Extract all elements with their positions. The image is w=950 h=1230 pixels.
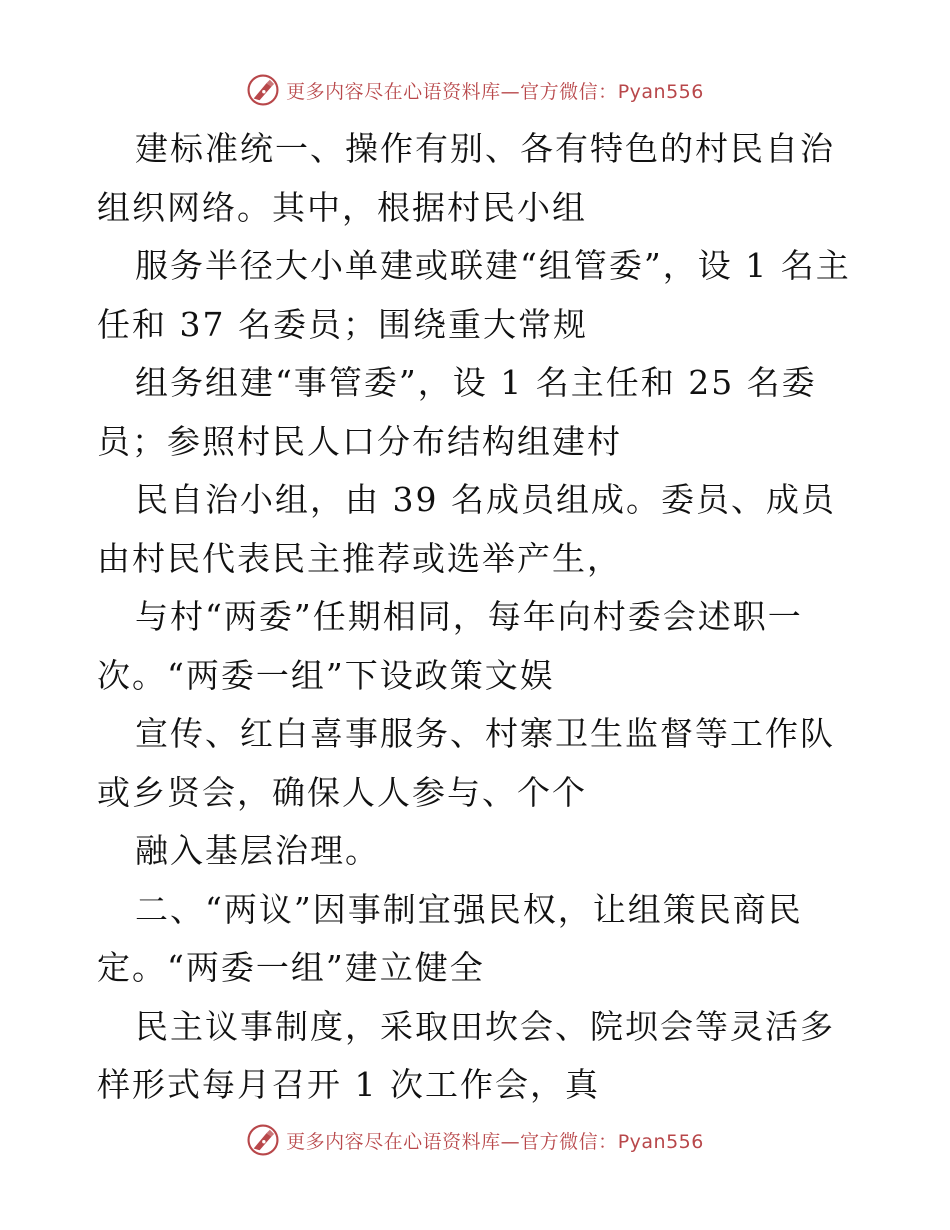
brand-text: 更多内容尽在心语资料库 xyxy=(286,1130,501,1153)
separator: — xyxy=(500,80,521,103)
wechat-id: Pyan556 xyxy=(617,1130,704,1153)
paragraph: 服务半径大小单建或联建“组管委”，设 1 名主任和 37 名委员；围绕重大常规 xyxy=(97,246,851,344)
separator: — xyxy=(500,1130,521,1153)
footer-banner-text xyxy=(286,1127,704,1154)
wechat-id: Pyan556 xyxy=(617,80,704,103)
pen-nib-logo-icon xyxy=(246,73,280,107)
footer-banner xyxy=(0,1120,950,1160)
paragraph: 与村“两委”任期相同，每年向村委会述职一次。“两委一组”下设政策文娱 xyxy=(97,597,803,695)
paragraph: 二、“两议”因事制宜强民权，让组策民商民定。“两委一组”建立健全 xyxy=(97,889,803,987)
paragraph: 建标准统一、操作有别、各有特色的村民自治组织网络。其中，根据村民小组 xyxy=(97,129,835,227)
brand-text: 更多内容尽在心语资料库 xyxy=(286,80,501,103)
wechat-label: 官方微信： xyxy=(520,1130,618,1153)
paragraph: 宣传、红白喜事服务、村寨卫生监督等工作队或乡贤会，确保人人参与、个个 xyxy=(97,714,835,812)
pen-nib-logo-icon xyxy=(246,1123,280,1157)
paragraph: 民主议事制度，采取田坎会、院坝会等灵活多样形式每月召开 1 次工作会，真 xyxy=(97,1006,835,1104)
header-banner xyxy=(0,70,950,110)
header-banner-text xyxy=(286,77,704,104)
paragraph: 组务组建“事管委”，设 1 名主任和 25 名委员；参照村民人口分布结构组建村 xyxy=(97,363,817,461)
document-body xyxy=(97,120,857,1115)
wechat-label: 官方微信： xyxy=(520,80,618,103)
paragraph: 融入基层治理。 xyxy=(135,831,380,870)
paragraph: 民自治小组，由 39 名成员组成。委员、成员由村民代表民主推荐或选举产生， xyxy=(97,480,836,578)
